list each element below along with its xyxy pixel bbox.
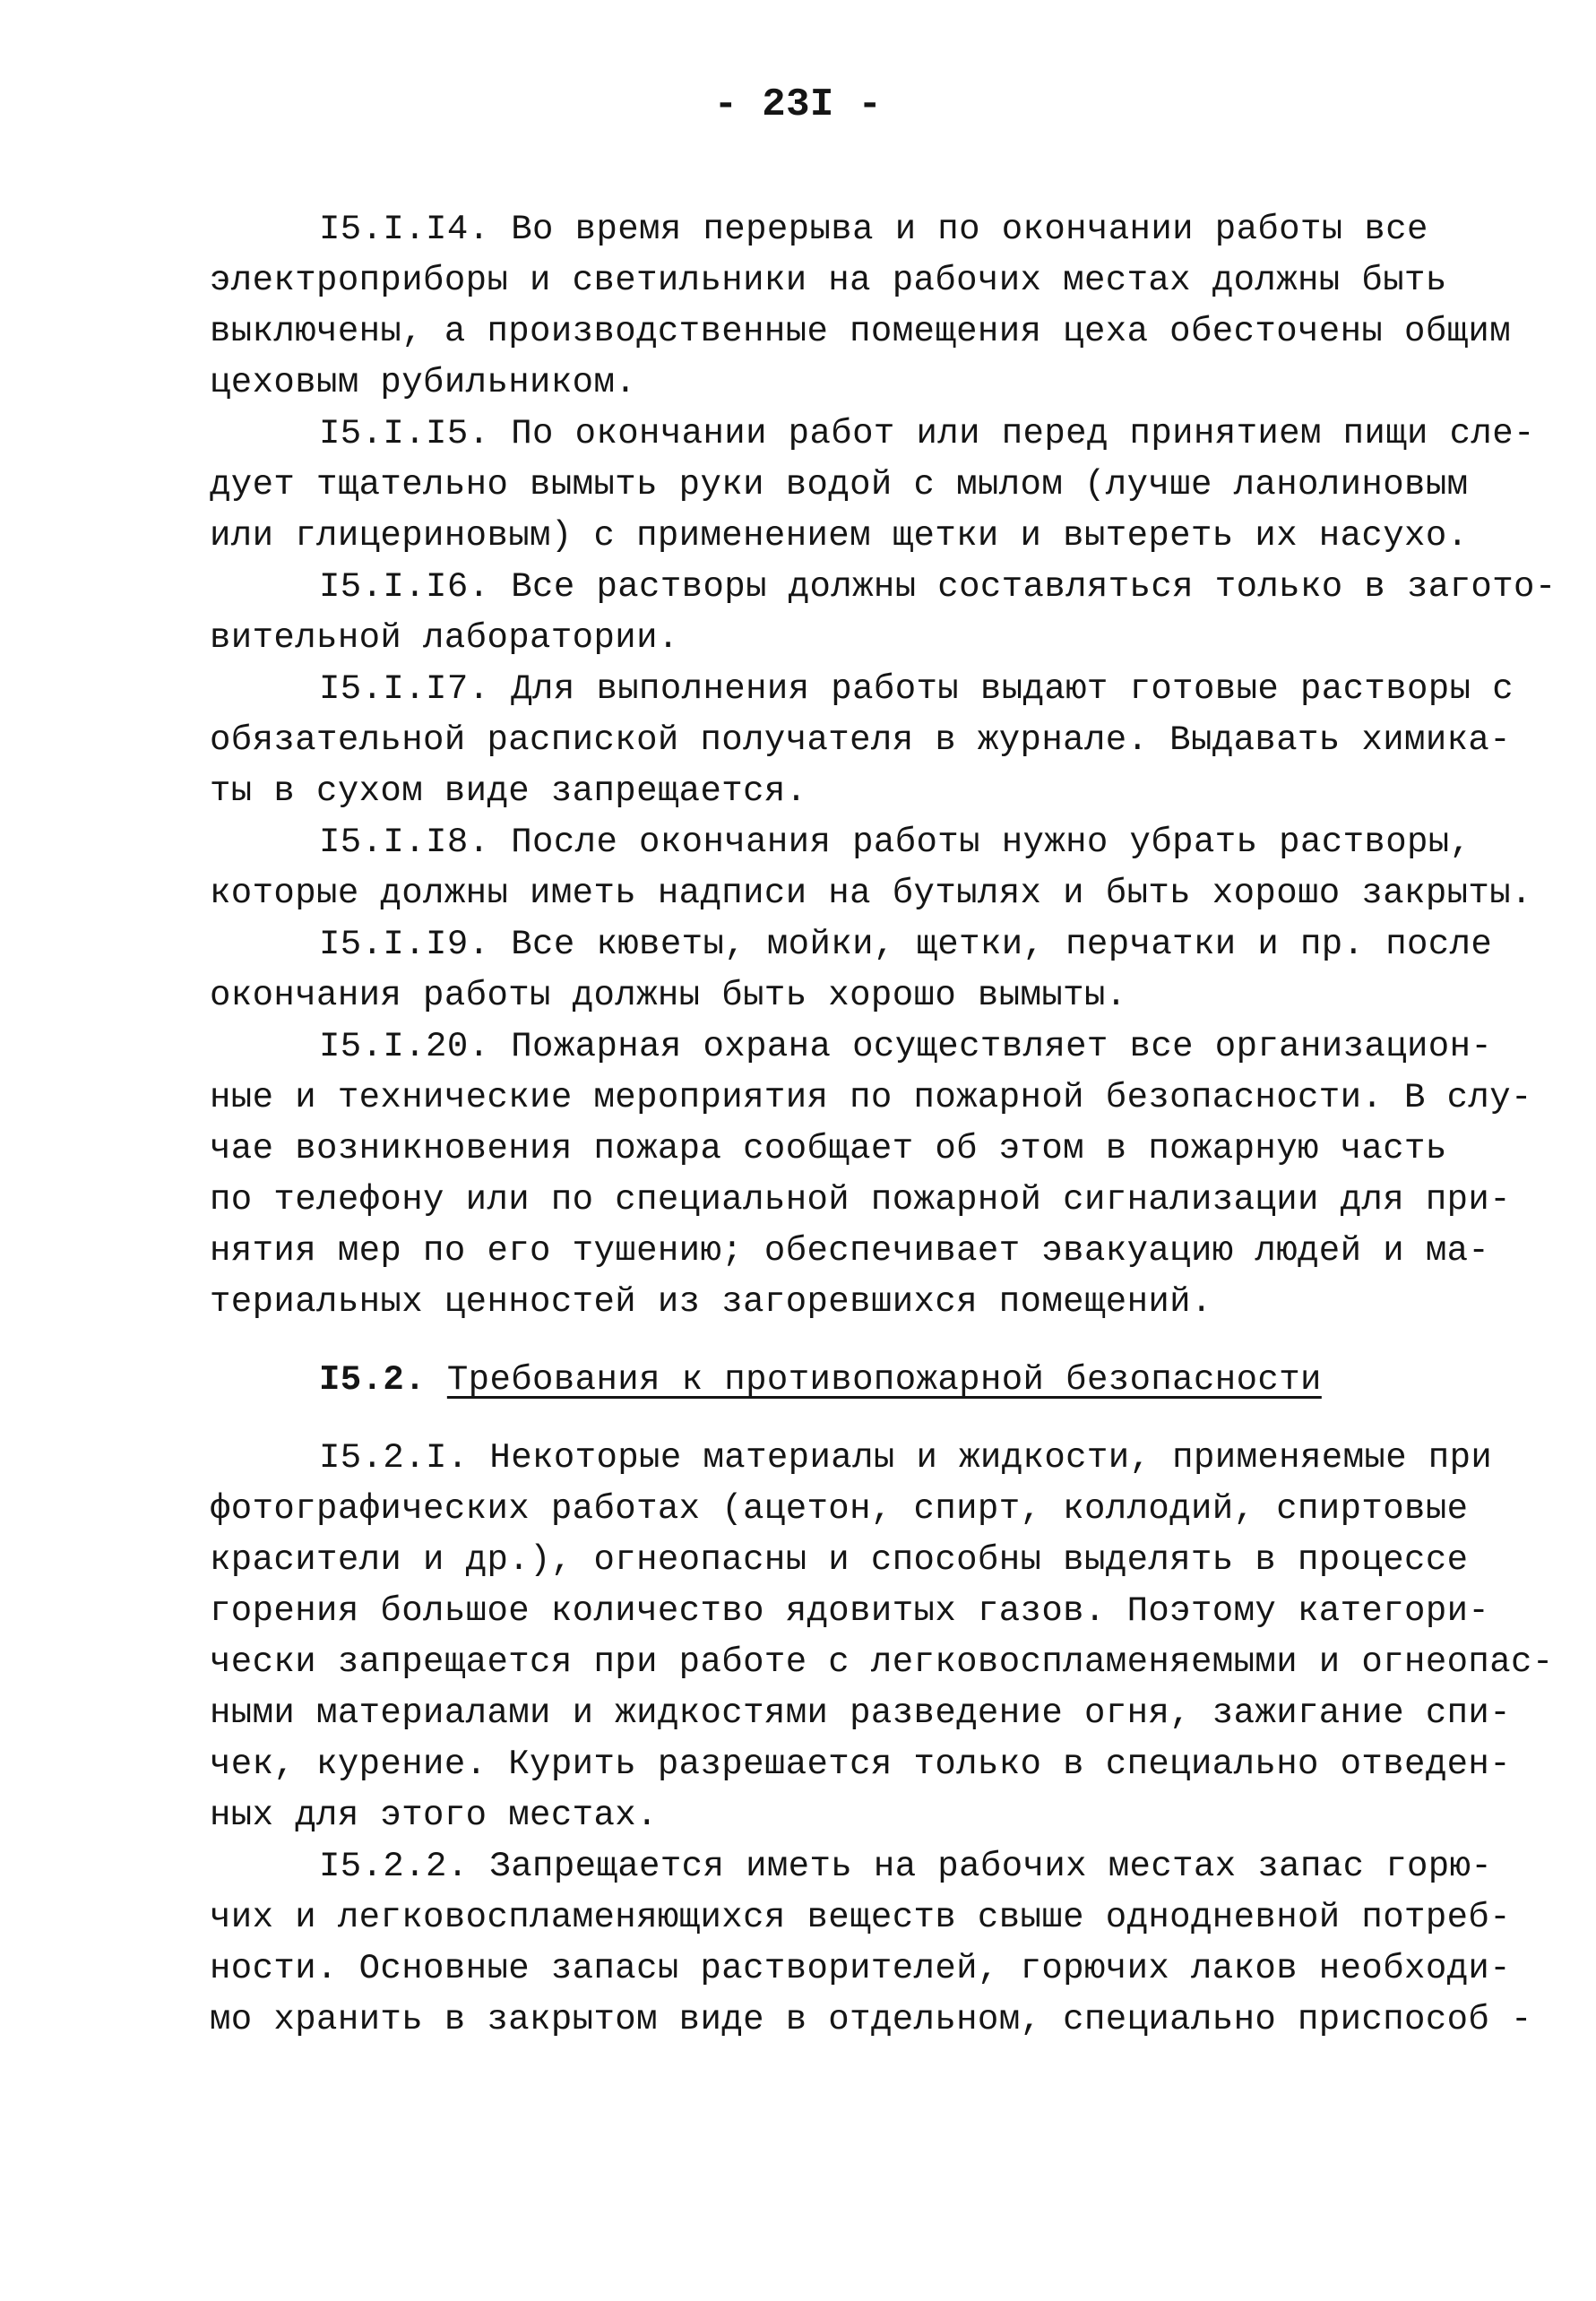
section-heading-number: I5.2.: [319, 1360, 427, 1400]
text-line: I5.I.I8. После окончания работы нужно убрать растворы,: [319, 823, 1471, 862]
page-number: - 23I -: [713, 82, 883, 127]
document-body: [210, 204, 1557, 2046]
text-line: вительной лаборатории.: [210, 618, 679, 658]
paragraph-15-2-2: [210, 1841, 1532, 2046]
paragraph-15-1-19: [210, 919, 1527, 1021]
section-heading: [210, 1355, 1527, 1406]
text-line: I5.I.I9. Все кюветы, мойки, щетки, перчатки и пр. после: [319, 925, 1493, 964]
text-line: ности. Основные запасы растворителей, горючих лаков необходи-: [210, 1949, 1512, 1988]
text-line: горения большое количество ядовитых газов. Поэтому категори-: [210, 1591, 1490, 1631]
text-line: I5.2.2. Запрещается иметь на рабочих местах запас горю-: [319, 1847, 1493, 1886]
text-line: териальных ценностей из загоревшихся помещений.: [210, 1282, 1212, 1322]
text-line: ных для этого местах.: [210, 1796, 658, 1835]
text-line: I5.I.20. Пожарная охрана осуществляет все организацион-: [319, 1027, 1493, 1066]
text-line: I5.2.I. Некоторые материалы и жидкости, применяемые при: [319, 1438, 1493, 1478]
text-line: по телефону или по специальной пожарной сигнализации для при-: [210, 1180, 1512, 1219]
paragraph-15-1-17: [210, 664, 1527, 817]
paragraph-15-1-18: [210, 817, 1532, 919]
text-line: нятия мер по его тушению; обеспечивает эвакуацию людей и ма-: [210, 1231, 1490, 1271]
paragraph-15-1-20: [210, 1021, 1532, 1328]
text-line: I5.I.I5. По окончании работ или перед принятием пищи сле-: [319, 414, 1535, 453]
text-line: ные и технические мероприятия по пожарной безопасности. В слу-: [210, 1078, 1532, 1117]
text-line: цеховым рубильником.: [210, 363, 637, 402]
paragraph-15-2-1: [210, 1433, 1554, 1841]
text-line: чих и легковоспламеняющихся веществ свыше однодневной потреб-: [210, 1898, 1512, 1937]
text-line: окончания работы должны быть хорошо вымыты.: [210, 976, 1127, 1015]
text-line: обязательной распиской получателя в журнале. Выдавать химика-: [210, 720, 1512, 760]
text-line: ты в сухом виде запрещается.: [210, 771, 807, 811]
text-line: чески запрещается при работе с легковоспламеняемыми и огнеопас-: [210, 1642, 1554, 1682]
text-line: I5.I.I6. Все растворы должны составляться только в загото-: [319, 567, 1557, 607]
text-line: красители и др.), огнеопасны и способны выделять в процессе: [210, 1540, 1469, 1580]
paragraph-15-1-16: [210, 562, 1557, 664]
text-line: или глицериновым) с применением щетки и вытереть их насухо.: [210, 516, 1469, 556]
text-line: мо хранить в закрытом виде в отдельном, специально приспособ -: [210, 2000, 1532, 2039]
text-line: I5.I.I7. Для выполнения работы выдают готовые растворы с: [319, 669, 1514, 709]
spacer: [210, 1406, 1527, 1433]
paragraph-15-1-14: [210, 204, 1527, 409]
text-line: ными материалами и жидкостями разведение огня, зажигание спи-: [210, 1693, 1512, 1733]
text-line: электроприборы и светильники на рабочих местах должны быть: [210, 261, 1447, 300]
spacer: [210, 1328, 1527, 1355]
paragraph-15-1-15: [210, 409, 1535, 562]
text-line: чек, курение. Курить разрешается только в специально отведен-: [210, 1745, 1512, 1784]
text-line: выключены, а производственные помещения цеха обесточены общим: [210, 312, 1512, 351]
text-line: фотографических работах (ацетон, спирт, коллодий, спиртовые: [210, 1489, 1469, 1529]
text-line: I5.I.I4. Во время перерыва и по окончании работы все: [319, 210, 1428, 249]
text-line: которые должны иметь надписи на бутылях и быть хорошо закрыты.: [210, 874, 1532, 913]
text-line: чае возникновения пожара сообщает об этом в пожарную часть: [210, 1129, 1447, 1168]
section-heading-title: Требования к противопожарной безопасности: [446, 1360, 1322, 1400]
text-line: дует тщательно вымыть руки водой с мылом (лучше ланолиновым: [210, 465, 1469, 504]
